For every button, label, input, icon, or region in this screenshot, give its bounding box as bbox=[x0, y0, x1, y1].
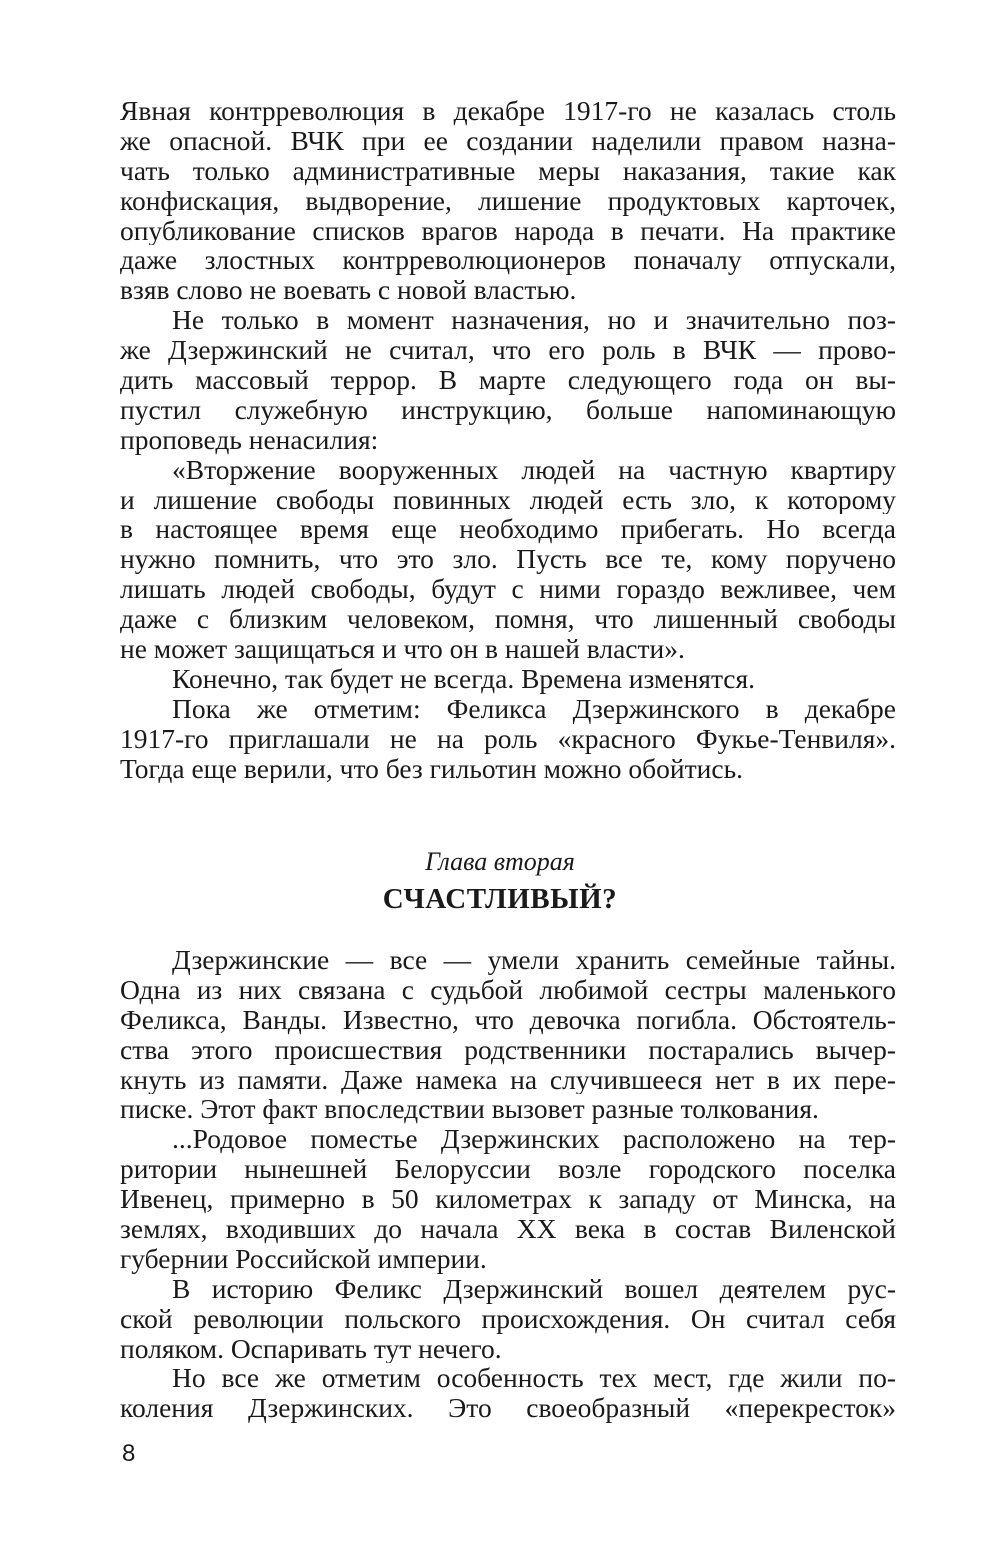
text-line: землях, входивших до начала XX века в состав Виленской bbox=[120, 1214, 896, 1244]
quote-line: даже с близким человеком, помня, что лишенный свободы bbox=[120, 604, 896, 635]
text-line: кнуть из памяти. Даже намека на случившееся нет в их пере- bbox=[120, 1064, 896, 1095]
text-line: взяв слово не воевать с новой властью. bbox=[120, 275, 577, 306]
text-line: пустил служебную инструкцию, больше напоминающую bbox=[120, 394, 896, 425]
text-line: Феликса, Ванды. Известно, что девочка погибла. Обстоятель- bbox=[120, 1004, 896, 1035]
text-line: же опасной. ВЧК при ее создании наделили правом назна- bbox=[120, 125, 896, 156]
text-line: ритории нынешней Белоруссии возле городского поселка bbox=[120, 1154, 896, 1185]
chapter-label: Глава вторая bbox=[425, 847, 575, 876]
text-block-top bbox=[120, 96, 896, 783]
text-line: конфискация, выдворение, лишение продуктовых карточек, bbox=[120, 185, 896, 216]
text-line: Конечно, так будет не всегда. Времена изменятся. bbox=[172, 663, 756, 694]
text-line: Явная контрреволюция в декабре 1917-го не казалась столь bbox=[120, 96, 896, 126]
text-line: опубликование списков врагов народа в печати. На практике bbox=[120, 215, 896, 246]
text-line: В историю Феликс Дзержинский вошел деятелем рус- bbox=[172, 1273, 896, 1304]
quote-line: и лишение свободы повинных людей есть зло, к которому bbox=[120, 484, 896, 515]
text-line: писке. Этот факт впоследствии вызовет разные толкования. bbox=[120, 1094, 819, 1125]
text-line: же Дзержинский не считал, что его роль в ВЧК — прово- bbox=[120, 335, 896, 366]
text-line: коления Дзержинских. Это своеобразный «перекресток» bbox=[120, 1393, 896, 1424]
text-line: Ивенец, примерно в 50 километрах к западу от Минска, на bbox=[120, 1184, 896, 1215]
quote-line: «Вторжение вооруженных людей на частную квартиру bbox=[172, 454, 896, 485]
text-block-bottom bbox=[120, 945, 896, 1423]
chapter-title: СЧАСТЛИВЫЙ? bbox=[382, 883, 618, 915]
text-line: Тогда еще верили, что без гильотин можно обойтись. bbox=[120, 753, 743, 784]
text-line: дить массовый террор. В марте следующего года он вы- bbox=[120, 365, 896, 395]
page-number: 8 bbox=[122, 1440, 136, 1467]
text-line: Дзержинские — все — умели хранить семейные тайны. bbox=[172, 945, 896, 975]
text-line: губернии Российской империи. bbox=[120, 1243, 487, 1274]
text-line: Не только в момент назначения, но и значительно поз- bbox=[172, 305, 896, 336]
text-line: даже злостных контрреволюционеров поначалу отпускали, bbox=[120, 245, 896, 276]
text-line: Одна из них связана с судьбой любимой сестры маленького bbox=[120, 974, 896, 1005]
quote-line: лишать людей свободы, будут с ними гораздо вежливее, чем bbox=[120, 574, 896, 605]
text-line: поляком. Оспаривать тут нечего. bbox=[120, 1333, 502, 1364]
text-line: 1917-го приглашали не на роль «красного Фукье-Тенвиля». bbox=[120, 723, 896, 754]
quote-line: не может защищаться и что он в нашей власти». bbox=[120, 634, 685, 664]
text-line: Пока же отметим: Феликса Дзержинского в декабре bbox=[172, 693, 896, 724]
text-line: чать только административные меры наказания, такие как bbox=[120, 155, 896, 186]
text-line: ства этого происшествия родственники постарались вычер- bbox=[120, 1034, 896, 1065]
text-line: ...Родовое поместье Дзержинских расположено на тер- bbox=[172, 1124, 896, 1155]
text-line: проповедь ненасилия: bbox=[120, 424, 379, 455]
text-line: Но все же отметим особенность тех мест, где жили по- bbox=[172, 1363, 896, 1394]
text-line: ской революции польского происхождения. Он считал себя bbox=[120, 1303, 896, 1334]
quote-line: нужно помнить, что это зло. Пусть все те, кому поручено bbox=[120, 544, 896, 575]
quote-line: в настоящее время еще необходимо прибегать. Но всегда bbox=[120, 514, 896, 545]
